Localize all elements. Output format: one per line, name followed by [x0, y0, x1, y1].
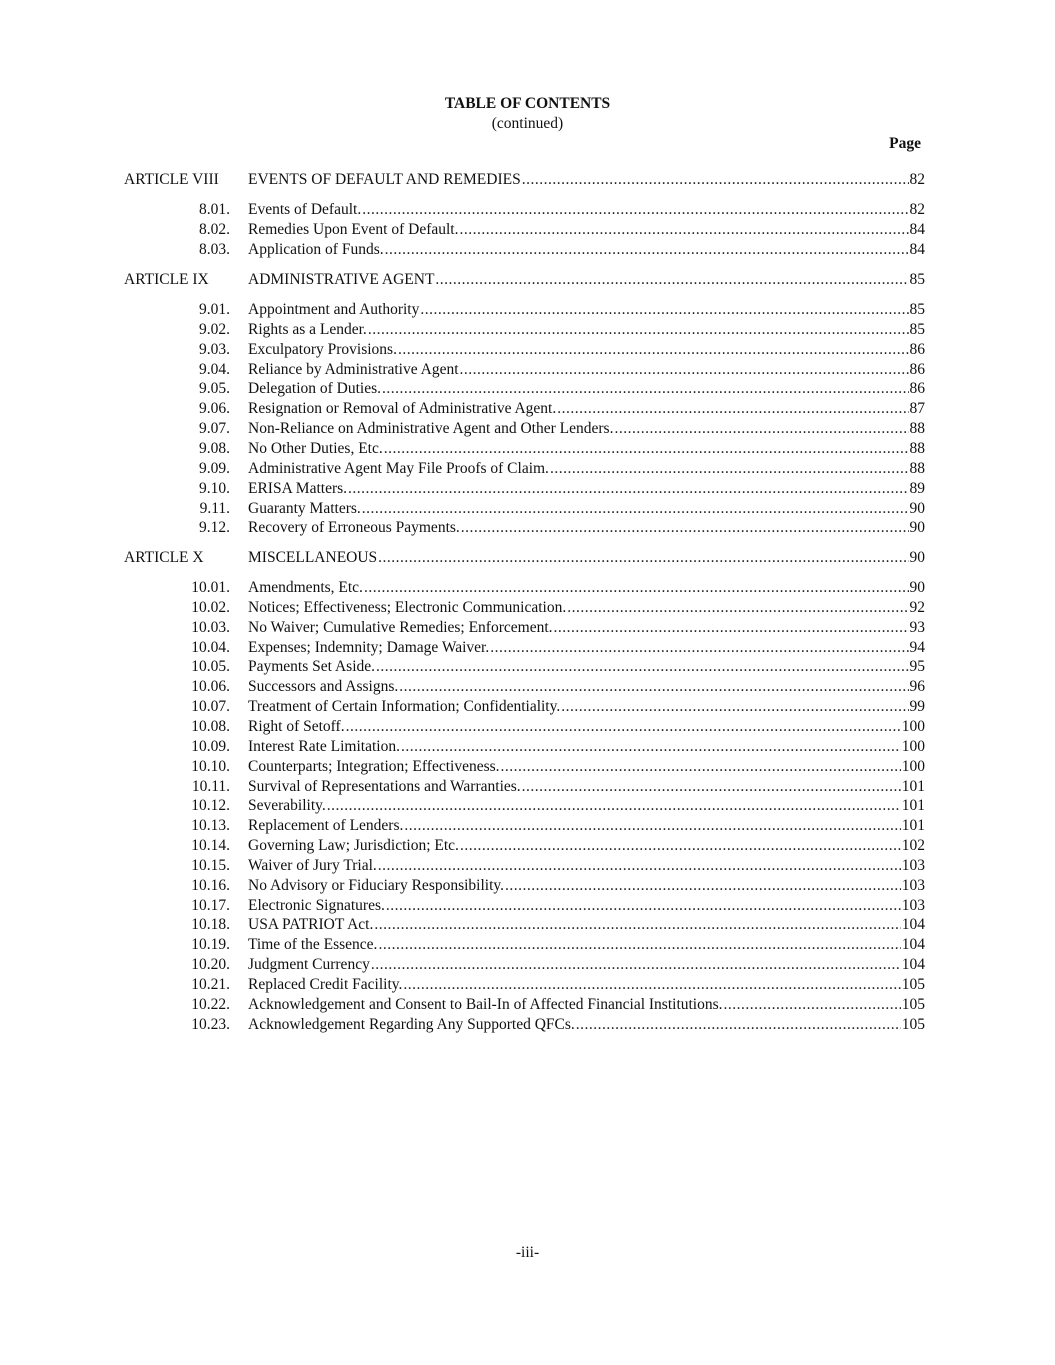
toc-article-row[interactable]: [0, 548, 1055, 568]
section-title: Non-Reliance on Administrative Agent and Other Lenders.: [248, 420, 614, 438]
toc-section-row[interactable]: [0, 459, 1055, 479]
section-page-number: 104: [901, 936, 925, 954]
section-title: Replacement of Lenders.: [248, 817, 404, 835]
section-entry: [248, 340, 925, 360]
toc-section-row[interactable]: [0, 777, 1055, 797]
toc-section-row[interactable]: [0, 975, 1055, 995]
section-number: 9.11.: [199, 499, 230, 517]
section-entry: [248, 578, 925, 598]
article-number: ARTICLE VIII: [124, 171, 219, 188]
section-page-number: 103: [901, 856, 925, 874]
section-entry: [248, 379, 925, 399]
section-page-number: 85: [909, 301, 925, 318]
section-title: USA PATRIOT Act.: [248, 916, 374, 934]
section-title: No Other Duties, Etc.: [248, 439, 383, 457]
section-entry: [248, 638, 925, 658]
article-entry: [248, 270, 925, 290]
section-number: 10.22.: [191, 995, 230, 1013]
section-entry: [248, 657, 925, 677]
toc-section-row[interactable]: [0, 1015, 1055, 1035]
section-entry: [248, 717, 925, 737]
toc-section-row[interactable]: [0, 499, 1055, 519]
section-title: Acknowledgement Regarding Any Supported QFCs.: [248, 1015, 575, 1033]
section-title: Guaranty Matters.: [248, 499, 361, 517]
section-title: Replaced Credit Facility.: [248, 976, 403, 993]
toc-section-row[interactable]: [0, 598, 1055, 618]
section-number: 10.04.: [191, 638, 230, 656]
section-page-number: 100: [901, 757, 925, 775]
section-entry: [248, 240, 925, 260]
section-title: Interest Rate Limitation.: [248, 737, 400, 755]
toc-section-row[interactable]: [0, 360, 1055, 380]
dot-leader: [404, 816, 900, 836]
toc-section-row[interactable]: [0, 737, 1055, 757]
section-entry: [248, 796, 925, 816]
section-page-number: 103: [901, 876, 925, 894]
section-entry: [248, 518, 925, 538]
toc-section-row[interactable]: [0, 757, 1055, 777]
dot-leader: [385, 240, 909, 260]
section-title: Electronic Signatures.: [248, 896, 385, 914]
dot-leader: [614, 419, 908, 439]
dot-leader: [376, 657, 908, 677]
toc-section-row[interactable]: [0, 200, 1055, 220]
section-title: Acknowledgement and Consent to Bail-In of Affected Financial Institutions.: [248, 995, 723, 1013]
section-title: Right of Setoff.: [248, 717, 345, 735]
toc-section-row[interactable]: [0, 300, 1055, 320]
section-entry: [248, 220, 925, 240]
section-title: Successors and Assigns.: [248, 678, 399, 696]
dot-leader: [522, 170, 909, 190]
toc-section-row[interactable]: [0, 439, 1055, 459]
section-entry: [248, 836, 925, 856]
dot-leader: [576, 1015, 901, 1035]
article-page-number: 85: [909, 271, 925, 288]
toc-section-row[interactable]: [0, 697, 1055, 717]
section-page-number: 105: [901, 995, 925, 1013]
section-page-number: 96: [909, 678, 925, 696]
dot-leader: [724, 995, 901, 1015]
section-page-number: 88: [909, 420, 925, 438]
section-title: Resignation or Removal of Administrative Agent.: [248, 400, 557, 418]
section-number: 10.13.: [191, 817, 230, 835]
section-entry: [248, 200, 925, 220]
section-number: 10.02.: [191, 598, 230, 616]
dot-leader: [561, 697, 908, 717]
section-entry: [248, 777, 925, 797]
section-title: No Advisory or Fiduciary Responsibility.: [248, 876, 505, 894]
section-title: Waiver of Jury Trial.: [248, 856, 377, 874]
toc-article-row[interactable]: [0, 270, 1055, 290]
toc-section-row[interactable]: [0, 915, 1055, 935]
section-page-number: 105: [901, 976, 925, 993]
section-entry: [248, 419, 925, 439]
section-title: Remedies Upon Event of Default.: [248, 220, 459, 238]
article-entry: [248, 170, 925, 190]
section-number: 10.07.: [191, 698, 230, 716]
section-page-number: 95: [909, 658, 925, 676]
dot-leader: [460, 360, 909, 380]
toc-section-row[interactable]: [0, 935, 1055, 955]
dot-leader: [371, 955, 901, 975]
section-page-number: 105: [901, 1015, 925, 1033]
toc-section-row[interactable]: [0, 796, 1055, 816]
section-title: Survival of Representations and Warranties.: [248, 777, 521, 795]
section-number: 10.18.: [191, 916, 230, 934]
section-title: Notices; Effectiveness; Electronic Communication.: [248, 598, 567, 616]
toc-section-row[interactable]: [0, 876, 1055, 896]
section-page-number: 92: [909, 598, 925, 616]
toc-section-row[interactable]: [0, 419, 1055, 439]
section-number: 10.14.: [191, 837, 230, 855]
dot-leader: [399, 677, 908, 697]
section-number: 10.19.: [191, 936, 230, 954]
toc-section-row[interactable]: [0, 677, 1055, 697]
section-entry: [248, 360, 925, 380]
toc-section-row[interactable]: [0, 816, 1055, 836]
section-page-number: 103: [901, 896, 925, 914]
section-title: Payments Set Aside.: [248, 658, 376, 676]
section-number: 10.10.: [191, 757, 230, 775]
section-page-number: 102: [901, 837, 925, 855]
section-number: 8.03.: [199, 240, 230, 258]
toc-section-row[interactable]: [0, 657, 1055, 677]
section-entry: [248, 598, 925, 618]
section-number: 9.05.: [199, 380, 230, 398]
dot-leader: [435, 270, 908, 290]
dot-leader: [460, 836, 901, 856]
section-number: 10.06.: [191, 678, 230, 696]
dot-leader: [327, 796, 901, 816]
section-entry: [248, 856, 925, 876]
section-number: 10.23.: [191, 1015, 230, 1033]
toc-section-row[interactable]: [0, 479, 1055, 499]
section-number: 9.09.: [199, 459, 230, 477]
section-entry: [248, 995, 925, 1015]
toc-section-row[interactable]: [0, 995, 1055, 1015]
dot-leader: [378, 935, 900, 955]
section-number: 10.17.: [191, 896, 230, 914]
section-page-number: 86: [909, 340, 925, 358]
article-entry: [248, 548, 925, 568]
section-title: Severability.: [248, 797, 326, 815]
section-page-number: 84: [909, 240, 925, 258]
section-number: 10.03.: [191, 618, 230, 636]
article-number: ARTICLE X: [124, 549, 204, 566]
section-number: 9.04.: [199, 360, 230, 378]
dot-leader: [374, 915, 900, 935]
dot-leader: [554, 618, 909, 638]
section-title: Administrative Agent May File Proofs of Claim.: [248, 459, 549, 477]
article-title: MISCELLANEOUS: [248, 549, 378, 566]
section-entry: [248, 896, 925, 916]
section-page-number: 82: [909, 201, 925, 218]
section-title: Application of Funds.: [248, 240, 384, 258]
section-page-number: 84: [909, 220, 925, 238]
dot-leader: [384, 439, 909, 459]
toc-section-row[interactable]: [0, 638, 1055, 658]
section-title: Judgment Currency: [248, 956, 370, 974]
section-title: Amendments, Etc.: [248, 579, 363, 596]
section-page-number: 100: [901, 737, 925, 755]
dot-leader: [398, 340, 909, 360]
dot-leader: [403, 975, 900, 995]
section-entry: [248, 677, 925, 697]
section-page-number: 101: [901, 817, 925, 835]
section-entry: [248, 915, 925, 935]
section-page-number: 90: [909, 499, 925, 517]
section-title: Events of Default.: [248, 201, 362, 218]
section-number: 9.03.: [199, 340, 230, 358]
dot-leader: [420, 300, 908, 320]
section-number: 10.11.: [191, 777, 230, 795]
section-entry: [248, 300, 925, 320]
section-title: Exculpatory Provisions.: [248, 340, 397, 358]
section-page-number: 90: [909, 519, 925, 537]
dot-leader: [505, 876, 901, 896]
dot-leader: [378, 548, 908, 568]
toc-subtitle: (continued): [491, 115, 564, 132]
section-entry: [248, 618, 925, 638]
dot-leader: [557, 399, 908, 419]
section-number: 9.01.: [199, 301, 230, 318]
toc-section-row[interactable]: [0, 379, 1055, 399]
dot-leader: [362, 499, 909, 519]
section-number: 10.05.: [191, 658, 230, 676]
section-entry: [248, 757, 925, 777]
section-title: Appointment and Authority: [248, 301, 420, 318]
toc-section-row[interactable]: [0, 717, 1055, 737]
dot-leader: [378, 856, 901, 876]
section-page-number: 94: [909, 638, 925, 656]
toc-section-row[interactable]: [0, 340, 1055, 360]
dot-leader: [382, 379, 908, 399]
section-page-number: 99: [909, 698, 925, 716]
article-title: ADMINISTRATIVE AGENT: [248, 271, 435, 288]
section-number: 8.02.: [199, 220, 230, 238]
section-number: 8.01.: [199, 201, 230, 218]
section-number: 10.09.: [191, 737, 230, 755]
article-page-number: 82: [909, 171, 925, 188]
section-page-number: 101: [901, 797, 925, 815]
section-number: 10.20.: [191, 956, 230, 974]
section-number: 10.01.: [191, 579, 230, 596]
section-entry: [248, 955, 925, 975]
toc-section-row[interactable]: [0, 518, 1055, 538]
section-page-number: 85: [909, 320, 925, 338]
section-page-number: 88: [909, 439, 925, 457]
dot-leader: [362, 200, 908, 220]
page-column-label: Page: [889, 135, 921, 152]
toc-article-row[interactable]: [0, 170, 1055, 190]
section-entry: [248, 816, 925, 836]
section-number: 10.12.: [191, 797, 230, 815]
section-entry: [248, 975, 925, 995]
dot-leader: [459, 220, 908, 240]
section-entry: [248, 459, 925, 479]
section-page-number: 104: [901, 916, 925, 934]
section-title: Rights as a Lender.: [248, 320, 367, 338]
article-number: ARTICLE IX: [124, 271, 209, 288]
section-number: 9.10.: [199, 479, 230, 497]
toc-section-row[interactable]: [0, 856, 1055, 876]
dot-leader: [368, 320, 909, 340]
dot-leader: [490, 638, 908, 658]
section-entry: [248, 876, 925, 896]
toc-section-row[interactable]: [0, 618, 1055, 638]
dot-leader: [501, 757, 901, 777]
toc-section-row[interactable]: [0, 955, 1055, 975]
section-title: Treatment of Certain Information; Confidentiality.: [248, 698, 561, 716]
section-number: 10.21.: [191, 976, 230, 993]
toc-section-row[interactable]: [0, 220, 1055, 240]
section-number: 9.08.: [199, 439, 230, 457]
section-number: 9.07.: [199, 420, 230, 438]
dot-leader: [522, 777, 901, 797]
dot-leader: [567, 598, 908, 618]
section-page-number: 86: [909, 380, 925, 398]
toc-section-row[interactable]: [0, 896, 1055, 916]
toc-section-row[interactable]: [0, 240, 1055, 260]
section-page-number: 90: [909, 579, 925, 596]
section-entry: [248, 399, 925, 419]
toc-section-row[interactable]: [0, 320, 1055, 340]
dot-leader: [461, 518, 909, 538]
section-page-number: 88: [909, 459, 925, 477]
section-title: Reliance by Administrative Agent: [248, 360, 459, 378]
section-title: Governing Law; Jurisdiction; Etc.: [248, 837, 459, 855]
article-title: EVENTS OF DEFAULT AND REMEDIES: [248, 171, 521, 188]
section-entry: [248, 935, 925, 955]
section-page-number: 93: [909, 618, 925, 636]
article-page-number: 90: [909, 549, 925, 566]
section-entry: [248, 737, 925, 757]
section-title: ERISA Matters.: [248, 479, 348, 497]
dot-leader: [346, 717, 901, 737]
dot-leader: [550, 459, 909, 479]
section-number: 10.15.: [191, 856, 230, 874]
dot-leader: [386, 896, 901, 916]
section-number: 9.06.: [199, 400, 230, 418]
toc-title: TABLE OF CONTENTS: [444, 95, 611, 112]
section-title: No Waiver; Cumulative Remedies; Enforcement.: [248, 618, 553, 636]
dot-leader: [348, 479, 908, 499]
section-number: 9.12.: [199, 519, 230, 537]
section-page-number: 100: [901, 717, 925, 735]
section-title: Expenses; Indemnity; Damage Waiver.: [248, 638, 490, 656]
section-entry: [248, 499, 925, 519]
section-title: Recovery of Erroneous Payments.: [248, 519, 460, 537]
section-page-number: 86: [909, 360, 925, 378]
section-title: Delegation of Duties.: [248, 380, 382, 398]
section-number: 10.08.: [191, 717, 230, 735]
section-entry: [248, 1015, 925, 1035]
toc-section-row[interactable]: [0, 836, 1055, 856]
dot-leader: [364, 578, 909, 598]
section-number: 9.02.: [199, 320, 230, 338]
section-entry: [248, 479, 925, 499]
dot-leader: [401, 737, 901, 757]
section-page-number: 104: [901, 956, 925, 974]
section-title: Counterparts; Integration; Effectiveness.: [248, 757, 500, 775]
page-footer-number: -iii-: [515, 1244, 540, 1261]
section-page-number: 101: [901, 777, 925, 795]
section-entry: [248, 439, 925, 459]
section-page-number: 89: [909, 479, 925, 497]
section-title: Time of the Essence.: [248, 936, 378, 954]
toc-section-row[interactable]: [0, 399, 1055, 419]
toc-section-row[interactable]: [0, 578, 1055, 598]
section-entry: [248, 697, 925, 717]
section-page-number: 87: [909, 400, 925, 418]
section-entry: [248, 320, 925, 340]
section-number: 10.16.: [191, 876, 230, 894]
